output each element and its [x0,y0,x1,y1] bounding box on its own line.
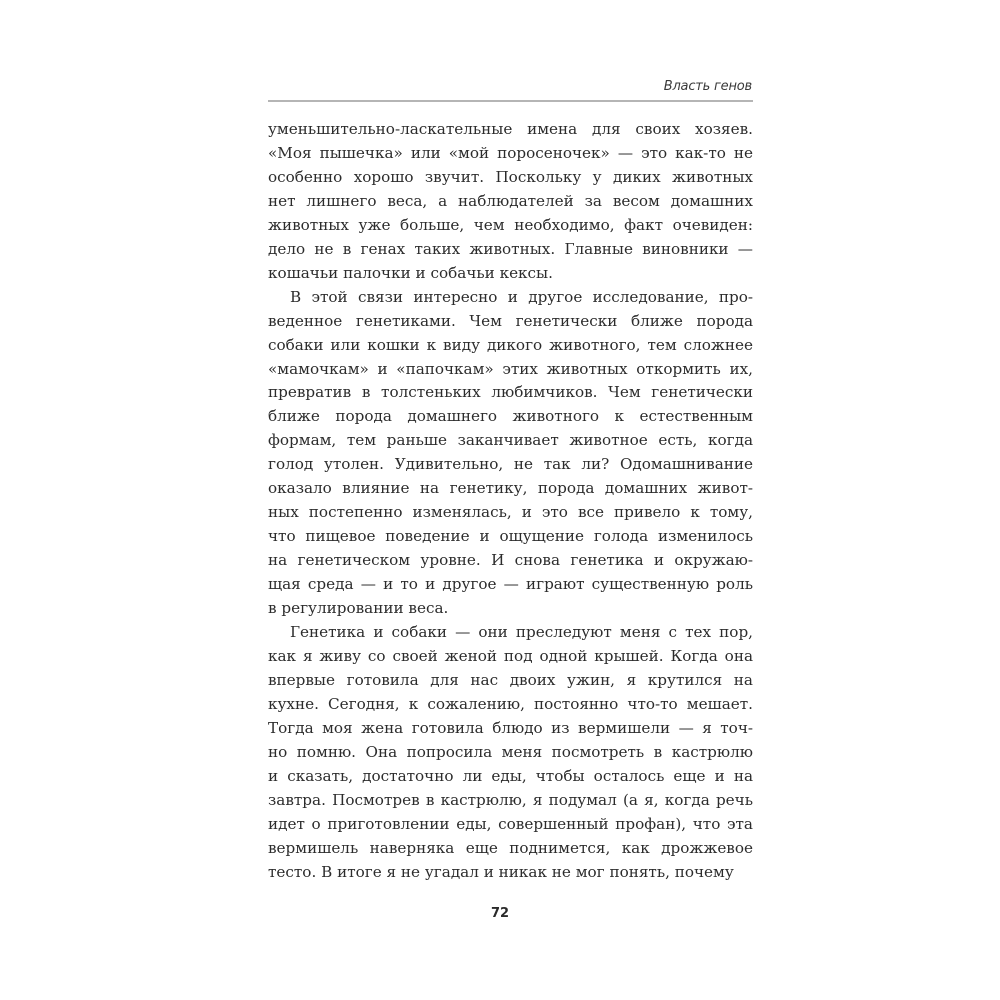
text-line: В этой связи интересно и другое исследование, про- [290,287,753,306]
text-line: завтра. Посмотрев в кастрюлю, я подумал (а я, когда речь [268,790,753,809]
text-line: впервые готовила для нас двоих ужин, я крутился на [268,670,753,689]
text-line: веденное генетиками. Чем генетически ближе порода [268,311,753,330]
text-line: и сказать, достаточно ли еды, чтобы осталось еще и на [268,766,753,785]
text-line: вермишель наверняка еще поднимется, как дрожжевое [268,838,753,857]
text-line: формам, тем раньше заканчивает животное есть, когда [268,431,753,450]
text-line: как я живу со своей женой под одной крышей. Когда она [268,646,753,665]
text-line: Тогда моя жена готовила блюдо из вермишели — я точ- [268,718,753,737]
text-line: Генетика и собаки — они преследуют меня с тех пор, [290,623,753,642]
text-line: кошачьи палочки и собачьи кексы. [268,263,553,282]
paragraph [268,118,753,286]
text-line: щая среда — и то и другое — играют существенную роль [268,575,753,594]
body-text [268,118,753,885]
text-line: ближе порода домашнего животного к естественным [268,407,753,426]
text-line: на генетическом уровне. И снова генетика и окружаю- [268,551,753,570]
text-line: оказало влияние на генетику, порода домашних живот- [268,479,753,498]
text-line: кухне. Сегодня, к сожалению, постоянно что-то мешает. [268,694,753,713]
paragraph [268,286,753,621]
text-line: «мамочкам» и «папочкам» этих животных откормить их, [268,359,753,378]
text-line: превратив в толстеньких любимчиков. Чем генетически [268,383,753,402]
text-line: дело не в генах таких животных. Главные виновники — [268,239,753,258]
text-line: голод утолен. Удивительно, не так ли? Одомашнивание [268,455,753,474]
text-line: «Моя пышечка» или «мой поросеночек» — это как-то не [268,143,753,162]
text-line: ных постепенно изменялась, и это все привело к тому, [268,503,753,522]
page-number: 72 [490,906,510,921]
text-line: животных уже больше, чем необходимо, факт очевиден: [268,215,753,234]
header-rule [268,100,753,102]
text-line: идет о приготовлении еды, совершенный профан), что эта [268,814,753,833]
text-line: уменьшительно-ласкательные имена для своих хозяев. [268,120,753,138]
text-line: нет лишнего веса, а наблюдателей за весом домашних [268,191,753,210]
text-line: тесто. В итоге я не угадал и никак не мог понять, почему [268,862,734,881]
text-line: особенно хорошо звучит. Поскольку у диких животных [268,167,753,186]
text-line: собаки или кошки к виду дикого животного, тем сложнее [268,335,753,354]
text-line: но помню. Она попросила меня посмотреть в кастрюлю [268,742,753,761]
paragraph [268,621,753,884]
text-line: в регулировании веса. [268,599,449,618]
running-head-title: Власть генов [663,79,752,94]
text-line: что пищевое поведение и ощущение голода изменилось [268,527,753,546]
